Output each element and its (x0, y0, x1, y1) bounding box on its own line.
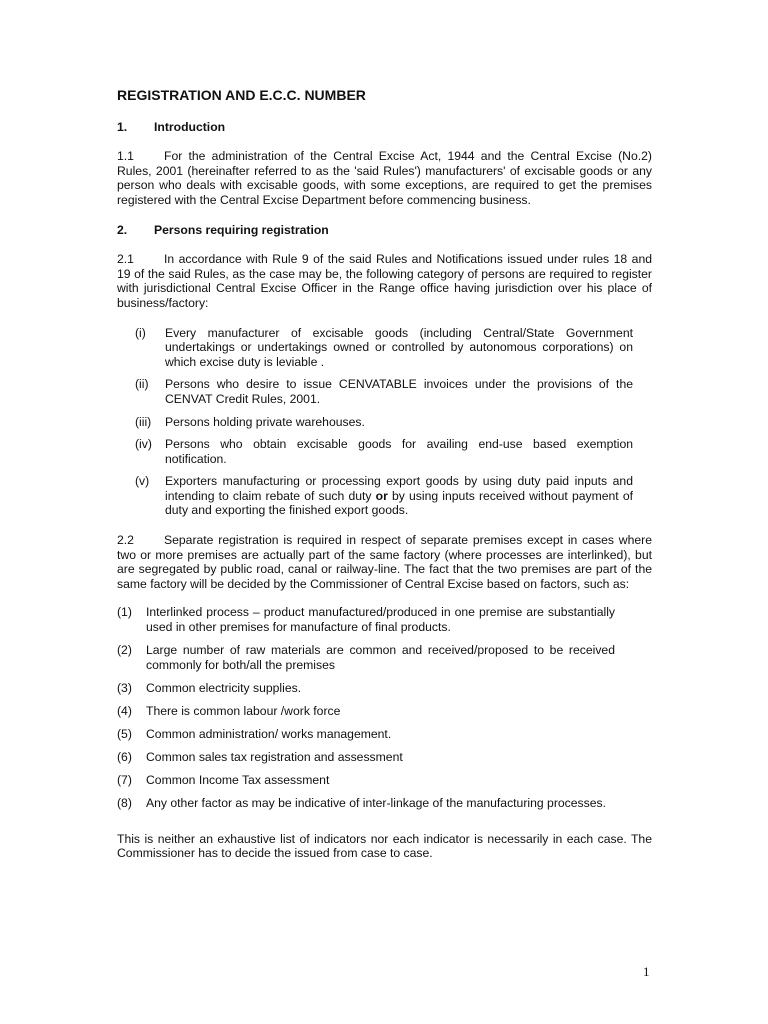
document-page (117, 88, 652, 861)
list-item (135, 437, 633, 466)
list-item (117, 605, 615, 634)
list-item-text: Common sales tax registration and assessment (146, 750, 403, 765)
factors-list (117, 605, 615, 810)
list-item-text: Interlinked process – product manufactured/produced in one premise are substantially used in other premises for manufacture of final products. (146, 605, 615, 635)
section-1-title: Introduction (154, 119, 226, 134)
list-item (117, 796, 615, 811)
list-item (117, 704, 615, 719)
list-item (135, 474, 633, 518)
list-item-text: Common electricity supplies. (146, 680, 302, 695)
document-title: REGISTRATION AND E.C.C. NUMBER (117, 87, 366, 103)
list-item (117, 727, 615, 742)
list-item (117, 681, 615, 696)
list-item-marker: (7) (117, 773, 132, 788)
section-2-number: 2. (117, 222, 128, 237)
closing-paragraph: This is neither an exhaustive list of indicators nor each indicator is necessarily in each case. The Commissioner has to decide the issued from case to case. (117, 831, 652, 861)
paragraph-2-1-number: 2.1 (117, 252, 134, 267)
list-item-text: Persons holding private warehouses. (165, 414, 365, 429)
list-item-marker: (iii) (135, 414, 152, 429)
paragraph-2-2-number: 2.2 (117, 533, 134, 548)
paragraph-2-2-text: Separate registration is required in respect of separate premises except in cases where two or more premises are actually part of the same factory (where processes are interlinked), but are segregated by public road, canal or railway-line. The fact that the two premises are part of the same factory will be decided by the Commissioner of Central Excise based on factors, such as: (117, 533, 652, 591)
page-number: 1 (643, 964, 650, 979)
list-item (117, 643, 615, 672)
list-item-text: Any other factor as may be indicative of inter-linkage of the manufacturing processes. (146, 796, 606, 811)
section-1-number: 1. (117, 119, 128, 134)
list-item (135, 326, 633, 370)
list-item-text: Common Income Tax assessment (146, 773, 330, 788)
paragraph-2-1 (117, 252, 652, 310)
list-item (135, 415, 633, 430)
section-2-title: Persons requiring registration (154, 222, 329, 237)
list-item-marker: (1) (117, 605, 132, 620)
paragraph-1-1 (117, 149, 652, 207)
section-2-heading (117, 223, 652, 238)
registration-categories-list (135, 326, 633, 519)
list-item-marker: (6) (117, 750, 132, 765)
list-item-text (165, 474, 633, 518)
section-1-heading (117, 120, 652, 135)
paragraph-2-2 (117, 533, 652, 591)
list-item-text: Every manufacturer of excisable goods (including Central/State Government undertakings or undertakings owned or controlled by autonomous corporations) on which excise duty is leviable . (165, 325, 633, 369)
list-item-text-part: Exporters manufacturing or processing export goods by using duty paid inputs and intending to claim rebate of such duty (165, 474, 633, 503)
list-item (117, 750, 615, 765)
list-item-text: Persons who desire to issue CENVATABLE invoices under the provisions of the CENVAT Credit Rules, 2001. (165, 377, 633, 406)
paragraph-1-1-number: 1.1 (117, 149, 134, 164)
list-item-marker: (5) (117, 727, 132, 741)
paragraph-1-1-text: For the administration of the Central Excise Act, 1944 and the Central Excise (No.2) Rules, 2001 (hereinafter referred to as the 'said Rules') manufacturers' of excisable goods or any person who deals with excisable goods, with some exceptions, are required to get the premises registered with the Central Excise Department before commencing business. (117, 149, 652, 207)
list-item (135, 377, 633, 406)
list-item-marker: (iv) (135, 437, 152, 452)
list-item-text: Common administration/ works management. (146, 727, 392, 741)
list-item-marker: (2) (117, 643, 132, 658)
list-item-text: Large number of raw materials are common and received/proposed to be received commonly for both/all the premises (146, 643, 615, 672)
paragraph-2-1-text: In accordance with Rule 9 of the said Rules and Notifications issued under rules 18 and 19 of the said Rules, as the case may be, the following category of persons are required to register with jurisdictional Central Excise Officer in the Range office having jurisdiction over his place of business/factory: (117, 252, 652, 310)
list-item-marker: (4) (117, 703, 132, 718)
list-item-marker: (ii) (135, 377, 149, 392)
list-item-marker: (8) (117, 796, 132, 811)
list-item-marker: (v) (135, 474, 150, 489)
emphasis-or: or (375, 488, 388, 503)
list-item-text: There is common labour /work force (146, 703, 341, 718)
list-item-marker: (3) (117, 680, 132, 695)
list-item (117, 773, 615, 788)
list-item-marker: (i) (135, 325, 146, 340)
list-item-text-part: by using inputs received without payment of duty and exporting the finished export goods. (165, 488, 634, 518)
list-item-text: Persons who obtain excisable goods for availing end-use based exemption notification. (165, 437, 633, 466)
